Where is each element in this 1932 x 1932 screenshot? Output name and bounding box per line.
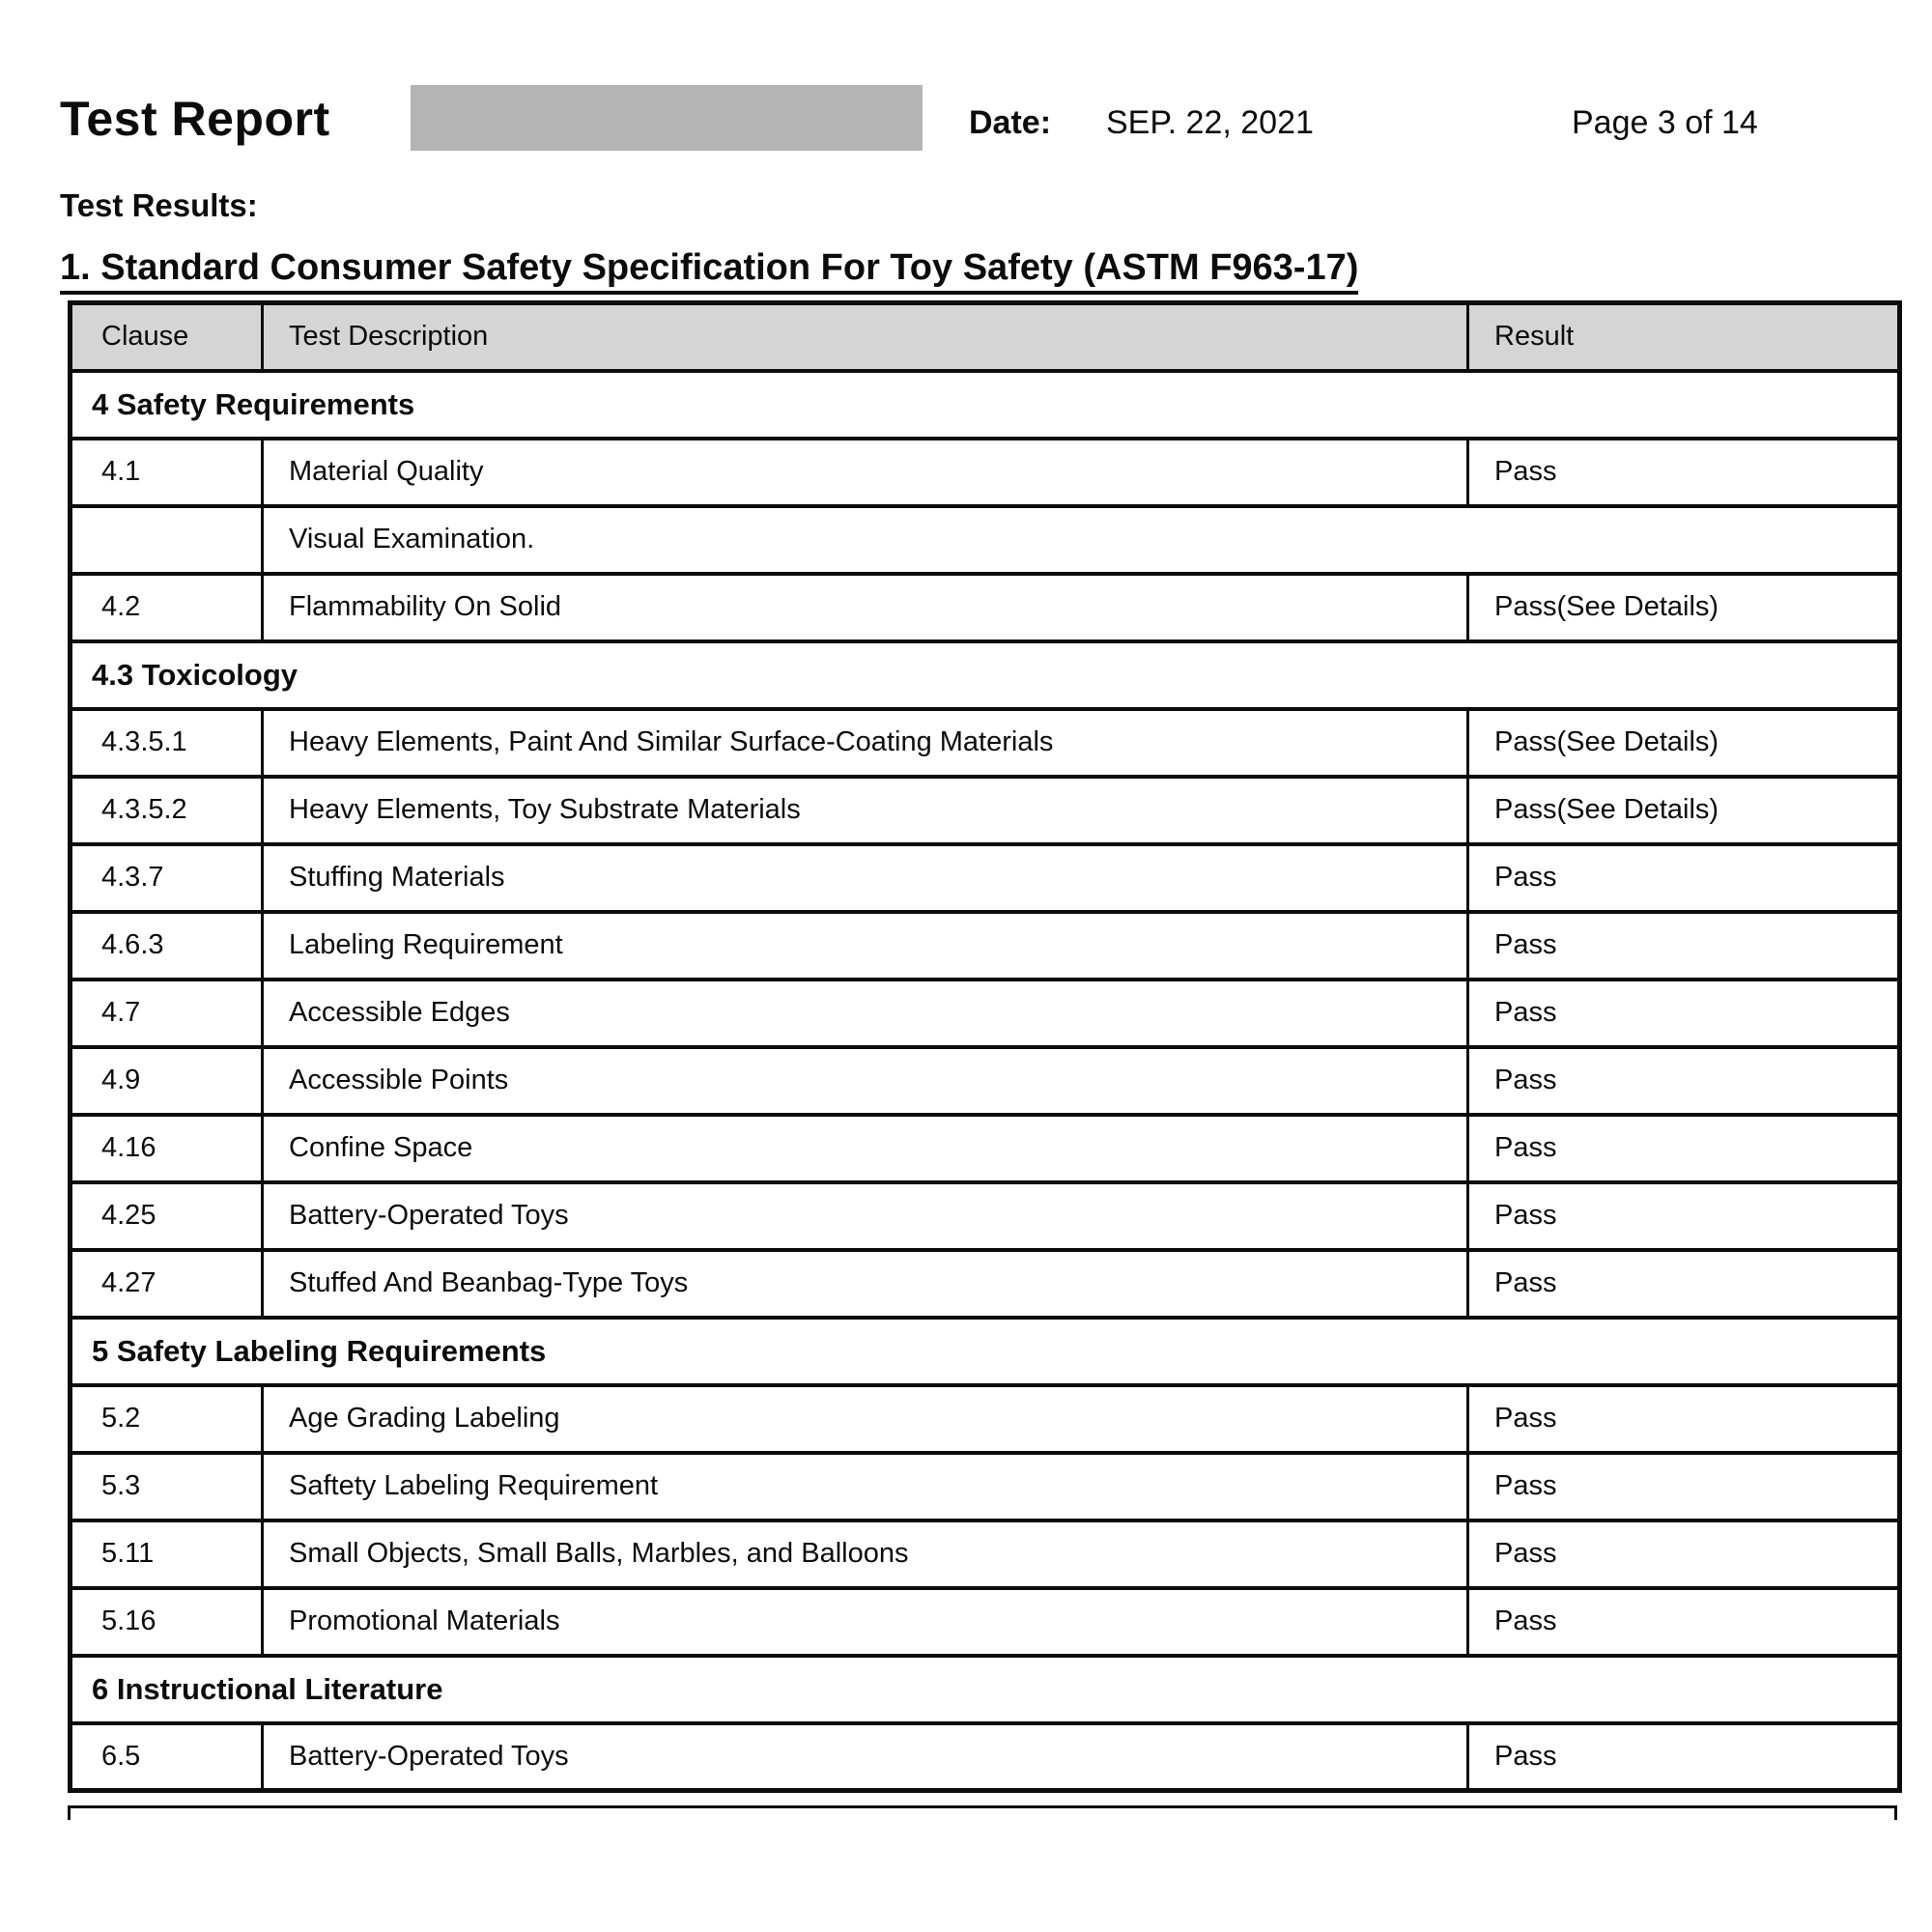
table-row: [71, 1588, 1900, 1656]
date-value: SEP. 22, 2021: [1106, 104, 1314, 141]
description-cell: Heavy Elements, Paint And Similar Surface-Coating Materials: [263, 709, 1468, 777]
test-results-table: [68, 300, 1902, 1793]
description-cell: Stuffed And Beanbag-Type Toys: [263, 1250, 1468, 1318]
result-cell: Pass: [1468, 1182, 1900, 1250]
clause-cell: 4.25: [71, 1182, 263, 1250]
clause-cell: 4.6.3: [71, 912, 263, 980]
table-header: [71, 303, 1900, 371]
result-cell: Pass(See Details): [1468, 574, 1900, 641]
clause-cell: 4.9: [71, 1047, 263, 1115]
clause-cell: 6.5: [71, 1723, 263, 1791]
clause-cell: 4.16: [71, 1115, 263, 1182]
section-label: 5 Safety Labeling Requirements: [71, 1318, 1900, 1385]
result-cell: Pass: [1468, 1385, 1900, 1453]
clause-cell: 5.16: [71, 1588, 263, 1656]
table-row: [71, 1723, 1900, 1791]
result-cell: Pass: [1468, 1723, 1900, 1791]
description-cell: Age Grading Labeling: [263, 1385, 1468, 1453]
section-row: [71, 1318, 1900, 1385]
clause-cell: 4.1: [71, 439, 263, 506]
standard-heading-text: 1. Standard Consumer Safety Specification For Toy Safety (ASTM F963-17): [60, 249, 1358, 295]
truncated-next-row-edge: [68, 1805, 1897, 1820]
description-cell: Small Objects, Small Balls, Marbles, and Balloons: [263, 1520, 1468, 1588]
result-cell: Pass: [1468, 844, 1900, 912]
result-cell: Pass: [1468, 1250, 1900, 1318]
description-cell: Battery-Operated Toys: [263, 1182, 1468, 1250]
clause-cell: 4.27: [71, 1250, 263, 1318]
table-row: [71, 1385, 1900, 1453]
clause-cell: 4.3.5.2: [71, 777, 263, 844]
clause-cell: 4.3.5.1: [71, 709, 263, 777]
section-row: [71, 371, 1900, 439]
section-row: [71, 641, 1900, 709]
table-row: [71, 1115, 1900, 1182]
result-cell: Pass: [1468, 912, 1900, 980]
description-cell: Accessible Points: [263, 1047, 1468, 1115]
table-row: [71, 844, 1900, 912]
table-row: [71, 1453, 1900, 1520]
result-cell: Pass: [1468, 1047, 1900, 1115]
table-row: [71, 1250, 1900, 1318]
description-cell: Material Quality: [263, 439, 1468, 506]
result-cell: Pass(See Details): [1468, 777, 1900, 844]
table-body: [71, 371, 1900, 1791]
test-results-label: Test Results:: [60, 187, 258, 223]
result-cell: Pass: [1468, 1588, 1900, 1656]
description-cell: Promotional Materials: [263, 1588, 1468, 1656]
result-cell: Pass: [1468, 1115, 1900, 1182]
result-cell: Pass(See Details): [1468, 709, 1900, 777]
clause-cell: 4.7: [71, 980, 263, 1047]
description-cell: Heavy Elements, Toy Substrate Materials: [263, 777, 1468, 844]
clause-cell: 5.3: [71, 1453, 263, 1520]
table-row: [71, 506, 1900, 574]
result-cell: Pass: [1468, 1520, 1900, 1588]
description-cell: Saftety Labeling Requirement: [263, 1453, 1468, 1520]
date-label: Date:: [969, 104, 1052, 141]
clause-cell: 4.3.7: [71, 844, 263, 912]
section-label: 6 Instructional Literature: [71, 1656, 1900, 1723]
description-cell: Accessible Edges: [263, 980, 1468, 1047]
table-row: [71, 980, 1900, 1047]
table-row: [71, 439, 1900, 506]
table-row: [71, 1047, 1900, 1115]
table-row: [71, 912, 1900, 980]
result-cell: Pass: [1468, 980, 1900, 1047]
table-row: [71, 1520, 1900, 1588]
description-cell: Labeling Requirement: [263, 912, 1468, 980]
description-cell: Battery-Operated Toys: [263, 1723, 1468, 1791]
redacted-report-number-box: [411, 85, 923, 151]
clause-cell: 5.2: [71, 1385, 263, 1453]
section-label: 4.3 Toxicology: [71, 641, 1900, 709]
clause-cell: [71, 506, 263, 574]
result-cell: Pass: [1468, 1453, 1900, 1520]
result-cell: Pass: [1468, 439, 1900, 506]
page-number-indicator: Page 3 of 14: [1572, 104, 1758, 141]
table-header-row: [71, 303, 1900, 371]
description-cell: Flammability On Solid: [263, 574, 1468, 641]
clause-cell: 5.11: [71, 1520, 263, 1588]
column-header-result: Result: [1468, 303, 1900, 371]
table-row: [71, 574, 1900, 641]
standard-heading: [60, 249, 1358, 295]
section-label: 4 Safety Requirements: [71, 371, 1900, 439]
column-header-clause: Clause: [71, 303, 263, 371]
section-row: [71, 1656, 1900, 1723]
clause-cell: 4.2: [71, 574, 263, 641]
table-row: [71, 709, 1900, 777]
table-row: [71, 777, 1900, 844]
description-cell: Stuffing Materials: [263, 844, 1468, 912]
description-cell: Confine Space: [263, 1115, 1468, 1182]
page-title: Test Report: [60, 92, 330, 146]
table-row: [71, 1182, 1900, 1250]
description-cell: Visual Examination.: [263, 506, 1900, 574]
column-header-description: Test Description: [263, 303, 1468, 371]
